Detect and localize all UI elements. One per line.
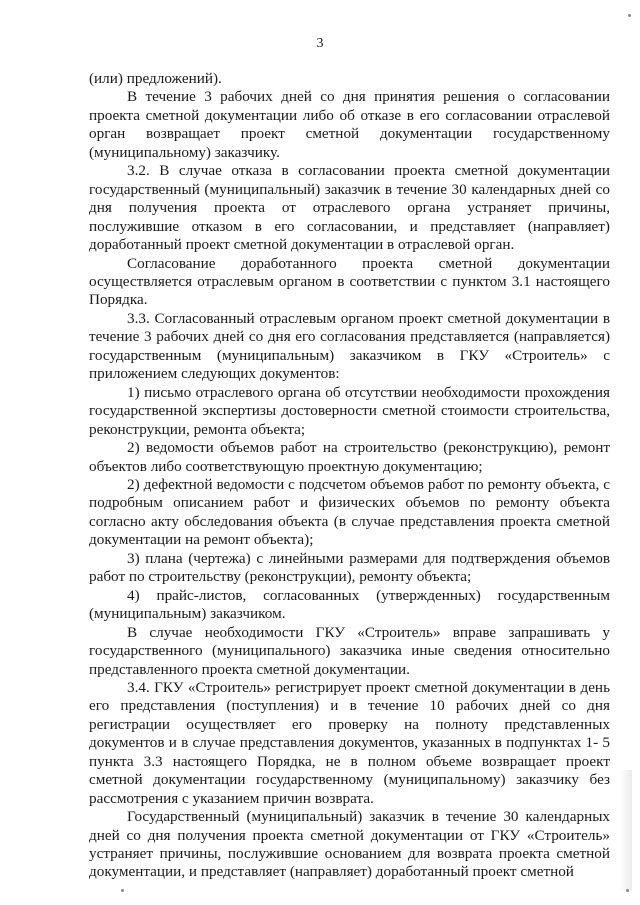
scan-edge-shadow [620,770,632,890]
paragraph-3-3: 3.3. Согласованный отраслевым органом проект сметной документации в течение 3 рабочих дней со дня его согласования представляется (направляется) государственным (муниципальным) заказчиком в ГКУ «Строитель» с приложением следующих документов: [89,309,610,383]
paragraph-approval-revised: Согласование доработанного проекта сметной документации осуществляется отраслевым органом в соответствии с пунктом 3.1 настоящего Порядка. [89,254,610,309]
list-item-1: 1) письмо отраслевого органа об отсутствии необходимости прохождения государственной экспертизы достоверности сметной стоимости строительства, реконструкции, ремонта объекта; [89,383,610,438]
paragraph-continuation: (или) предложений). [89,70,222,87]
page-number: 3 [316,36,324,51]
paragraph-additional-info: В случае необходимости ГКУ «Строитель» вправе запрашивать у государственного (муниципального) заказчика иные сведения относительно представленного проекта сметной документации. [89,623,610,678]
paragraph-3-2: 3.2. В случае отказа в согласовании проекта сметной документации государственный (муниципальный) заказчик в течение 30 календарных дней со дня получения проекта от отраслевого органа устраняет причины, послужившие отказом в его согласовании, и представляет (направляет) доработанный проект сметной документации в отраслевой орган. [89,162,610,254]
document-body [89,70,610,882]
paragraph-3-4: 3.4. ГКУ «Строитель» регистрирует проект сметной документации в день его представления (поступления) и в течение 10 рабочих дней со дня регистрации осуществляет его проверку на полноту представленных документов и в случае представления документов, указанных в подпунктах 1- 5 пункта 3.3 настоящего Порядка, не в полном объеме возвращает проект сметной документации государственному (муниципальному) заказчику без рассмотрения с указанием причин возврата. [89,678,610,807]
scan-speck [121,889,124,892]
scan-speck [626,889,629,892]
scan-speck [628,14,631,17]
list-item-4: 4) прайс-листов, согласованных (утвержденных) государственным (муниципальным) заказчиком. [89,586,610,623]
paragraph-return-to-customer: В течение 3 рабочих дней со дня принятия решения о согласовании проекта сметной документации либо об отказе в его согласовании отраслевой орган возвращает проект сметной документации государственному (муниципальному) заказчику. [89,88,610,161]
paragraph-customer-correction: Государственный (муниципальный) заказчик в течение 30 календарных дней со дня получения проекта сметной документации от ГКУ «Строитель» устраняет причины, послужившие основанием для возврата проекта сметной документации, и представляет (направляет) доработанный проект сметной [89,808,610,881]
list-item-2a: 2) ведомости объемов работ на строительство (реконструкцию), ремонт объектов либо соответствующую проектную документацию; [89,439,610,475]
list-item-3: 3) плана (чертежа) с линейными размерами для подтверждения объемов работ по строительству (реконструкции), ремонту объекта; [89,549,610,586]
list-item-2b: 2) дефектной ведомости с подсчетом объемов работ по ремонту объекта, с подробным описанием работ и физических объемов по ремонту объекта согласно акту обследования объекта (в случае представления проекта сметной документации на ремонт объекта); [89,475,610,549]
